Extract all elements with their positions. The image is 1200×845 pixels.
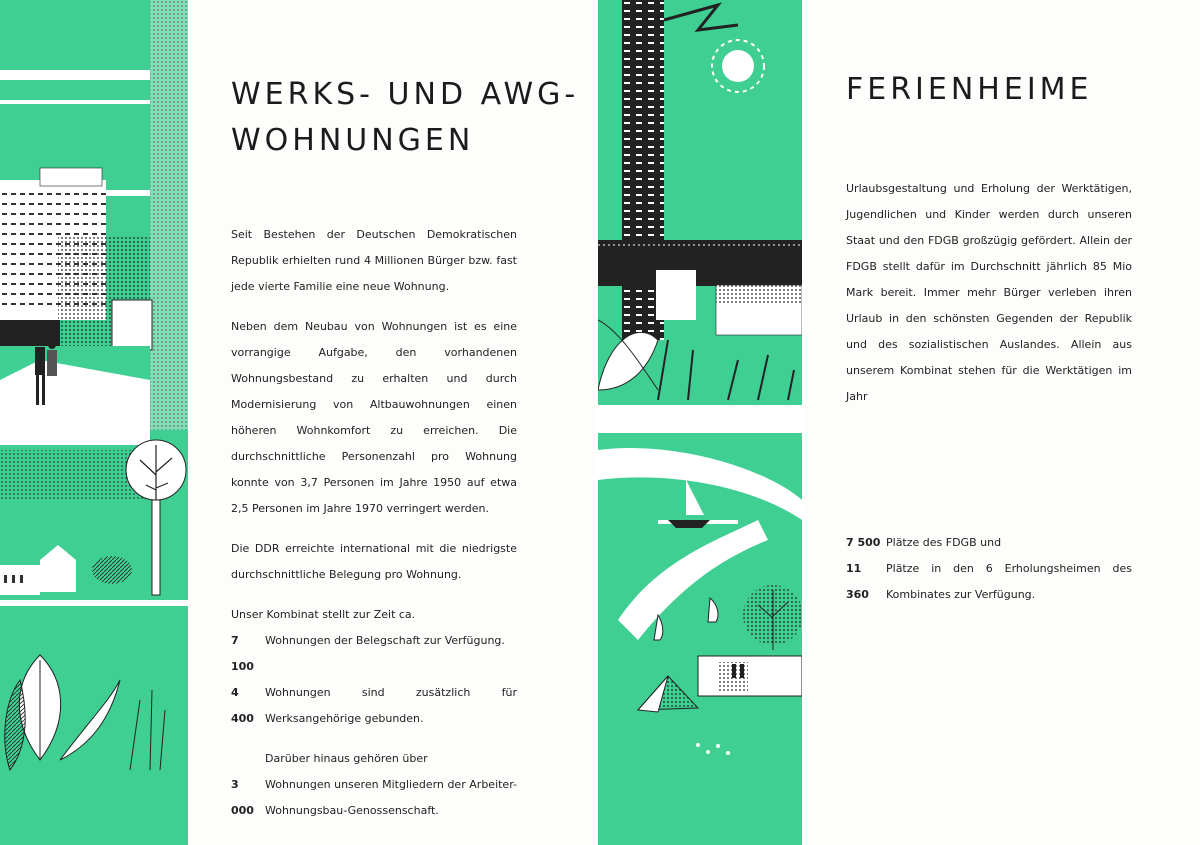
middle-illustration [598, 0, 802, 845]
page-title-ferienheime: FERIENHEIME [846, 72, 1093, 107]
stat-row [846, 556, 1132, 608]
stat-number: 3 000 [231, 778, 254, 817]
title-line-1: WERKS- UND AWG- [231, 77, 580, 112]
stat-row [231, 628, 517, 680]
right-text-column [846, 176, 1132, 424]
left-illustration [0, 0, 188, 845]
stat-row [231, 772, 517, 824]
stat-number: 11 360 [846, 562, 869, 601]
stat-text: Wohnungen der Belegschaft zur Verfügung. [265, 634, 505, 647]
paragraph: Neben dem Neubau von Wohnungen ist es eine vorrangige Aufgabe, den vorhandenen Wohnungsbestand zu erhalten und durch Modernisierung von Altbauwohnungen einen höheren Wohnkomfort zu erreichen. Die durchschnittliche Personenzahl pro Wohnung konnte von 3,7 Personen im Jahre 1950 auf etwa 2,5 Personen im Jahre 1970 verringert werden. [231, 320, 517, 515]
title-line-2: WOHNUNGEN [231, 123, 475, 158]
stat-text: Wohnungen sind zusätzlich für Werksangehörige gebunden. [265, 686, 517, 725]
left-text-column [231, 222, 517, 824]
stat-text: Wohnungen unseren Mitgliedern der Arbeiter-Wohnungsbau-Genossenschaft. [265, 778, 517, 817]
paragraph: Urlaubsgestaltung und Erholung der Werktätigen, Jugendlichen und Kinder werden durch unseren Staat und den FDGB großzügig gefördert. Allein der FDGB stellt dafür im Durchschnitt jährlich 85 Mio Mark bereit. Immer mehr Bürger verleben ihren Urlaub in den schönsten Gegenden der Republik und des sozialistischen Auslandes. Allein aus unserem Kombinat stehen für die Werktätigen im Jahr [846, 182, 1132, 403]
page-title-werkswohnungen [231, 72, 579, 164]
stats-intro: Unser Kombinat stellt zur Zeit ca. [231, 608, 416, 621]
stat-row [231, 680, 517, 732]
paragraph: Die DDR erreichte international mit die niedrigste durchschnittliche Belegung pro Wohnung. [231, 542, 517, 581]
extra-intro: Darüber hinaus gehören über [265, 752, 428, 765]
stat-text: Plätze in den 6 Erholungsheimen des Kombinates zur Verfügung. [886, 562, 1132, 601]
stat-number: 4 400 [231, 686, 254, 725]
paragraph: Seit Bestehen der Deutschen Demokratischen Republik erhielten rund 4 Millionen Bürger bzw. fast jede vierte Familie eine neue Wohnung. [231, 228, 517, 293]
stat-number: 7 100 [231, 634, 254, 673]
stat-text: Plätze des FDGB und [886, 536, 1002, 549]
stat-number: 7 500 [846, 536, 881, 549]
right-stats [846, 530, 1132, 608]
stat-row [846, 530, 1132, 556]
